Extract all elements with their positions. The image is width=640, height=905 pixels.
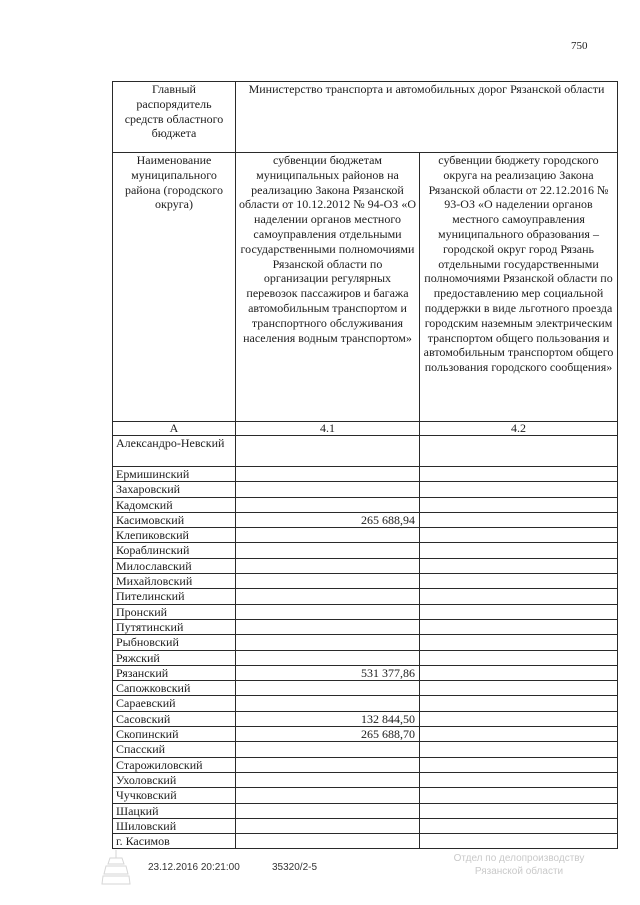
district-name: Ермишинский <box>113 467 236 482</box>
table-row <box>113 818 618 833</box>
value-4-2 <box>420 681 618 696</box>
table-row <box>113 727 618 742</box>
table-row <box>113 482 618 497</box>
value-4-2 <box>420 635 618 650</box>
footer-document-code: 35320/2-5 <box>272 862 318 873</box>
table-row <box>113 742 618 757</box>
value-4-2 <box>420 834 618 849</box>
table-row <box>113 589 618 604</box>
column-4-1-header: субвенции бюджетам муниципальных районов на реализацию Закона Рязанской области от 10.12.2012 № 94-ОЗ «О наделении органов местного самоуправления отдельными государственными полномочиями Рязанской области по организации регулярных перевозок пассажиров и багажа автомобильным транспортом и транспортного обслуживания населения водным транспортом» <box>236 153 420 422</box>
value-4-1 <box>236 574 420 589</box>
column-index-a: А <box>113 422 236 436</box>
value-4-1 <box>236 834 420 849</box>
table-row <box>113 803 618 818</box>
value-4-2 <box>420 818 618 833</box>
table-row <box>113 619 618 634</box>
value-4-1 <box>236 497 420 512</box>
table-row <box>113 650 618 665</box>
value-4-1: 531 377,86 <box>236 665 420 680</box>
page-number: 750 <box>571 40 588 52</box>
value-4-1 <box>236 482 420 497</box>
table-row <box>113 497 618 512</box>
district-name: Рязанский <box>113 665 236 680</box>
district-name: Александро-Невский <box>113 436 236 467</box>
district-name: г. Касимов <box>113 834 236 849</box>
ministry-name: Министерство транспорта и автомобильных дорог Рязанской области <box>236 82 618 153</box>
table-row <box>113 665 618 680</box>
value-4-2 <box>420 711 618 726</box>
value-4-1 <box>236 558 420 573</box>
value-4-2 <box>420 742 618 757</box>
value-4-1 <box>236 681 420 696</box>
value-4-2 <box>420 497 618 512</box>
value-4-1 <box>236 696 420 711</box>
value-4-1: 265 688,70 <box>236 727 420 742</box>
value-4-1 <box>236 803 420 818</box>
district-name: Ухоловский <box>113 772 236 787</box>
value-4-1 <box>236 742 420 757</box>
column-index-4-1: 4.1 <box>236 422 420 436</box>
value-4-2 <box>420 558 618 573</box>
value-4-1: 132 844,50 <box>236 711 420 726</box>
district-name: Клепиковский <box>113 528 236 543</box>
column-4-2-header: субвенции бюджету городского округа на реализацию Закона Рязанской области от 22.12.2016 № 93-ОЗ «О наделении органов местного самоуправления муниципального образования – городской округ город Рязань отдельными государственными полномочиями Рязанской области по предоставлению мер социальной поддержки в виде льготного проезда городским наземным электрическим транспортом общего пользования и автомобильным транспортом общего пользования городского сообщения» <box>420 153 618 422</box>
table-row <box>113 512 618 527</box>
district-name: Сасовский <box>113 711 236 726</box>
value-4-2 <box>420 589 618 604</box>
district-name-header: Наименование муниципального района (городского округа) <box>113 153 236 422</box>
value-4-2 <box>420 619 618 634</box>
district-name: Шацкий <box>113 803 236 818</box>
value-4-1 <box>236 589 420 604</box>
value-4-1 <box>236 619 420 634</box>
value-4-1 <box>236 543 420 558</box>
value-4-1 <box>236 818 420 833</box>
registration-stamp: Отдел по делопроизводству Рязанской области <box>453 853 585 877</box>
value-4-1 <box>236 757 420 772</box>
table-row <box>113 528 618 543</box>
value-4-2 <box>420 512 618 527</box>
table-row <box>113 635 618 650</box>
value-4-2 <box>420 650 618 665</box>
emblem-icon <box>100 848 132 888</box>
value-4-1 <box>236 788 420 803</box>
table-row <box>113 788 618 803</box>
table-row <box>113 467 618 482</box>
value-4-2 <box>420 696 618 711</box>
value-4-1 <box>236 436 420 467</box>
district-name: Касимовский <box>113 512 236 527</box>
value-4-2 <box>420 788 618 803</box>
district-name: Михайловский <box>113 574 236 589</box>
district-name: Шиловский <box>113 818 236 833</box>
table-row <box>113 711 618 726</box>
district-name: Чучковский <box>113 788 236 803</box>
column-index-row <box>113 422 618 436</box>
value-4-2 <box>420 727 618 742</box>
value-4-1 <box>236 635 420 650</box>
district-name: Сапожковский <box>113 681 236 696</box>
value-4-2 <box>420 772 618 787</box>
district-name: Старожиловский <box>113 757 236 772</box>
value-4-2 <box>420 528 618 543</box>
value-4-2 <box>420 604 618 619</box>
district-name: Скопинский <box>113 727 236 742</box>
value-4-2 <box>420 543 618 558</box>
column-index-4-2: 4.2 <box>420 422 618 436</box>
value-4-2 <box>420 665 618 680</box>
district-name: Пителинский <box>113 589 236 604</box>
value-4-1 <box>236 528 420 543</box>
value-4-2 <box>420 467 618 482</box>
table-row <box>113 436 618 467</box>
value-4-2 <box>420 757 618 772</box>
district-name: Кадомский <box>113 497 236 512</box>
table-row <box>113 757 618 772</box>
value-4-2 <box>420 436 618 467</box>
table-row <box>113 604 618 619</box>
district-name: Пронский <box>113 604 236 619</box>
table-row <box>113 696 618 711</box>
district-name: Кораблинский <box>113 543 236 558</box>
value-4-2 <box>420 574 618 589</box>
table-row <box>113 558 618 573</box>
value-4-1 <box>236 772 420 787</box>
subvention-table <box>112 81 618 849</box>
table-row <box>113 772 618 787</box>
table-row <box>113 543 618 558</box>
district-name: Ряжский <box>113 650 236 665</box>
district-name: Спасский <box>113 742 236 757</box>
district-name: Захаровский <box>113 482 236 497</box>
value-4-2 <box>420 803 618 818</box>
value-4-1 <box>236 467 420 482</box>
value-4-1 <box>236 604 420 619</box>
district-name: Рыбновский <box>113 635 236 650</box>
district-name: Путятинский <box>113 619 236 634</box>
value-4-1 <box>236 650 420 665</box>
distributor-label: Главный распорядитель средств областного бюджета <box>113 82 236 153</box>
value-4-1: 265 688,94 <box>236 512 420 527</box>
district-name: Сараевский <box>113 696 236 711</box>
table-row <box>113 574 618 589</box>
footer-timestamp: 23.12.2016 20:21:00 <box>148 862 240 873</box>
table-row <box>113 681 618 696</box>
header-row-columns <box>113 153 618 422</box>
district-name: Милославский <box>113 558 236 573</box>
table-row <box>113 834 618 849</box>
value-4-2 <box>420 482 618 497</box>
header-row-distributor <box>113 82 618 153</box>
